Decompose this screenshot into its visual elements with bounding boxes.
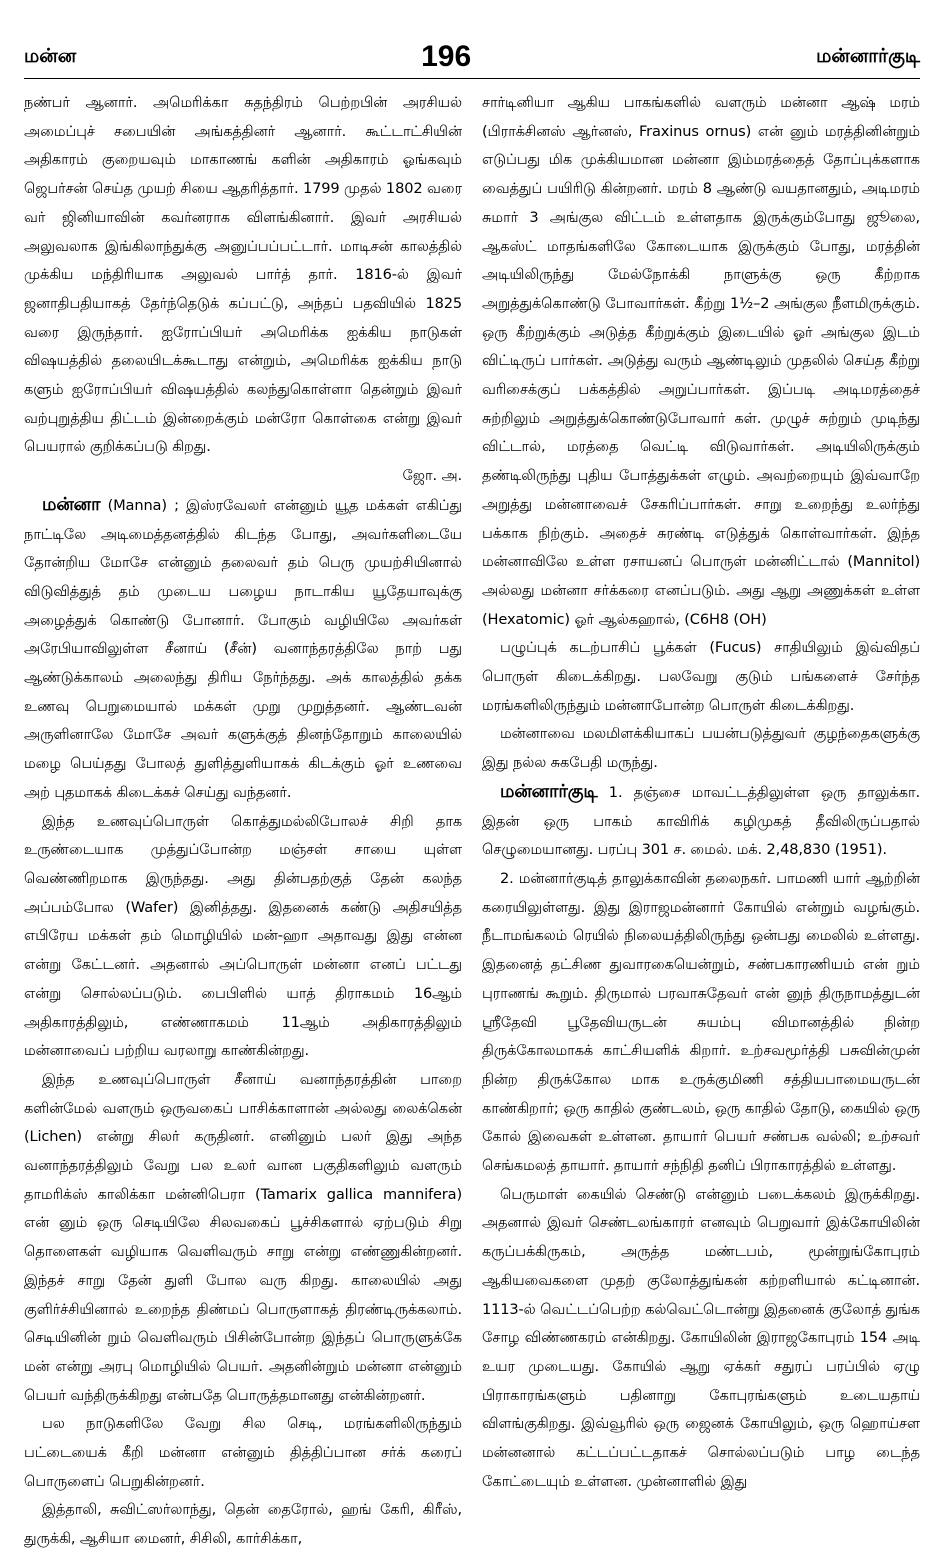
paragraph-text: இந்த உணவுப்பொருள் சீனாய் வனாந்தரத்தின் பாறை களின்மேல் வளரும் ஒருவகைப் பாசிக்காளான் அல்லது லைக்கென் (Lichen) என்று சிலர் கருதினர். எனினும் பலர் இது அந்த வனாந்தரத்திலும் வேறு பல உலர் வான பகுதிகளிலும் வளரும் தாமரிக்ஸ் காலிக்கா மன்னிபெரா (Tamarix gallica mannifera) என் னும் ஒரு செடியிலே சிலவகைப் பூச்சிகளால் ஏற்படும் சிறு தொளைகள் வழியாக வெளிவரும் சாறு என்று எண்ணுகின்றனர். இந்தச் சாறு தேன் துளி போல வரு கிறது. காலையில் அது குளிர்ச்சியினால் உறைந்த திண்மப் பொருளாகத் திரண்டிருக்கலாம். செடியினின் றும் வெளிவரும் பிசின்போன்ற இந்தப் பொருளுக்கே மன் என்று அரபு மொழியில் பெயர். அதனின்றும் மன்னா என்னும் பெயர் வந்திருக்கிறது என்பதே பொருத்தமானது என்கின்றனர். <box>24 1070 462 1404</box>
paragraph-text: பல நாடுகளிலே வேறு சில செடி, மரங்களிலிருந்தும் பட்டையைக் கீறி மன்னா என்னும் தித்திப்பான சர்க் கரைப் பொருளைப் பெறுகின்றனர். <box>24 1415 462 1490</box>
paragraph <box>482 720 920 777</box>
paragraph-text: ஜோ. அ. <box>402 467 462 485</box>
paragraph <box>482 778 920 865</box>
paragraph <box>24 808 462 1066</box>
paragraph <box>482 1181 920 1497</box>
paragraph <box>24 1066 462 1410</box>
paragraph-text: நண்பர் ஆனார். அமெரிக்கா சுதந்திரம் பெற்றபின் அரசியல் அமைப்புச் சபையின் அங்கத்தினர் ஆனார். கூட்டாட்சியின் அதிகாரம் குறையவும் மாகாணங் களின் அதிகாரம் ஓங்கவும் ஜெபர்சன் செய்த முயற் சியை ஆதரித்தார். 1799 முதல் 1802 வரை வர் ஜினியாவின் கவர்னராக விளங்கினார். இவர் அரசியல் அலுவலாக இங்கிலாந்துக்கு அனுப்பப்பட்டார். மாடிசன் காலத்தில் முக்கிய மந்திரியாக அலுவல் பார்த் தார். 1816-ல் இவர் ஜனாதிபதியாகத் தேர்ந்தெடுக் கப்பட்டு, அந்தப் பதவியில் 1825 வரை இருந்தார். ஐரோப்பியர் அமெரிக்க ஐக்கிய நாடுகள் விஷயத்தில் தலையிடக்கூடாது என்றும், அமெரிக்க ஐக்கிய நாடு களும் ஐரோப்பியர் விஷயத்தில் கலந்துகொள்ளா தென்றும் இவர் வற்புறுத்திய திட்டம் இன்றைக்கும் மன்ரோ கொள்கை என்று இவர் பெயரால் குறிக்கப்படு கிறது. <box>24 94 462 456</box>
paragraph-text: பெருமாள் கையில் செண்டு என்னும் படைக்கலம் இருக்கிறது. அதனால் இவர் செண்டலங்காரர் எனவும் பெறுவார் இக்கோயிலின் கருப்பக்கிருகம், அருத்த மண்டபம், மூன்றுங்கோபுரம் ஆகியவைகளை முதற் குலோத்துங்கன் கற்றளியால் கட்டினான். 1113-ல் வெட்டப்பெற்ற கல்வெட்டொன்று இதனைக் குலோத் துங்க சோழ விண்ணகரம் என்கிறது. கோயிலின் இராஜகோபுரம் 154 அடி உயர முடையது. கோயில் ஆறு ஏக்கர் சதுரப் பரப்பில் ஏழு பிராகாரங்களும் பதினாறு கோபுரங்களும் உடையதாய் விளங்குகிறது. இவ்வூரில் ஒரு ஜைனக் கோயிலும், ஒரு ஹொய்சள மன்னனால் கட்டப்பட்டதாகச் சொல்லப்படும் பாழ டைந்த கோட்டையும் உள்ளன. முன்னாளில் இது <box>482 1185 920 1490</box>
header-right-word: மன்னார்குடி <box>816 45 920 67</box>
paragraph <box>482 865 920 1181</box>
paragraph-text: (Manna) ; இஸ்ரவேலர் என்னும் யூத மக்கள் எகிப்து நாட்டிலே அடிமைத்தனத்தில் கிடந்த போது, அவர்களிடையே தோன்றிய மோசே என்னும் தலைவர் தம் பெரு முயற்சியினால் விடுவித்துத் தம் முடைய பழைய நாடாகிய யூதேயாவுக்கு அழைத்துக் கொண்டு போனார். போகும் வழியிலே அவர்கள் அரேபியாவிலுள்ள சீனாய் (சீன்) வனாந்தரத்திலே நாற் பது ஆண்டுக்காலம் அலைந்து திரிய நேர்ந்தது. அக் காலத்தில் தக்க உணவு பெறுமையால் மக்கள் முறு முறுத்தனர். ஆண்டவன் அருளினாலே மோசே அவர் களுக்குத் தினந்தோறும் காலையில் மழை பெய்தது போலத் துளித்துளியாகக் கிடக்கும் ஓர் உணவை அற் புதமாகக் கிடைக்கச் செய்து வந்தனர். <box>24 496 462 801</box>
paragraph-text: சார்டினியா ஆகிய பாகங்களில் வளரும் மன்னா ஆஷ் மரம் (பிராக்சினஸ் ஆர்னஸ், Fraxinus ornus) என் னும் மரத்தினின்றும் எடுப்பது மிக முக்கியமான மன்னா இம்மரத்தைத் தோப்புக்களாக வைத்துப் பயிரிடு கின்றனர். மரம் 8 ஆண்டு வயதானதும், அடிமரம் சுமார் 3 அங்குல விட்டம் உள்ளதாக இருக்கும்போது ஜூலை, ஆகஸ்ட் மாதங்களிலே கோடையாக இருக்கும் போது, மரத்தின் அடியிலிருந்து மேல்நோக்கி நாளுக்கு ஒரு கீற்றாக அறுத்துக்கொண்டு போவார்கள். கீற்று 1½–2 அங்குல நீளமிருக்கும். ஒரு கீற்றுக்கும் அடுத்த கீற்றுக்கும் இடையில் ஓர் அங்குல இடம் விட்டிருப் பார்கள். அடுத்து வரும் ஆண்டிலும் முதலில் செய்த கீற்று வரிசைக்குப் பக்கத்தில் அறுப்பார்கள். இப்படி அடிமரத்தைச் சுற்றிலும் அறுத்துக்கொண்டுபோவார் கள். முழுச் சுற்றும் முடிந்து விட்டால், மரத்தை வெட்டி விடுவார்கள். அடியிலிருக்கும் தண்டிலிருந்து புதிய போத்துக்கள் எழும். அவற்றையும் இவ்வாறே அறுத்து மன்னாவைச் சேகரிப்பார்கள். சாறு உறைந்து உலர்ந்து பக்காக நிற்கும். அதைச் சுரண்டி எடுத்துக் கொள்வார்கள். இந்த மன்னாவிலே உள்ள ரசாயனப் பொருள் மன்னிட்டால் (Mannitol) அல்லது மன்னா சர்க்கரை எனப்படும். அது ஆறு அணுக்கள் உள்ள (Hexatomic) ஓர் ஆல்கஹால், (C6H8 (OH) <box>482 94 920 628</box>
header-left-word: மன்ன <box>24 45 77 67</box>
paragraph <box>24 89 462 462</box>
paragraph-text: 1. தஞ்சை மாவட்டத்திலுள்ள ஒரு தாலுக்கா. இதன் ஒரு பாகம் காவிரிக் கழிமுகத் தீவிலிருப்பதால் செழுமையானது. பரப்பு 301 ச. மைல். மக். 2,48,830 (1951). <box>482 783 920 859</box>
page-number: 196 <box>421 40 472 73</box>
paragraph <box>24 491 462 808</box>
text-columns <box>24 79 920 1548</box>
paragraph-text: இத்தாலி, சுவிட்ஸர்லாந்து, தென் தைரோல், ஹங் கேரி, கிரீஸ், துருக்கி, ஆசியா மைனர், சிசிலி, கார்சிக்கா, <box>24 1501 462 1548</box>
page-header <box>24 22 920 79</box>
entry-headword: மன்னார்குடி <box>500 780 598 802</box>
paragraph <box>482 89 920 634</box>
entry-headword: மன்னா <box>42 493 101 515</box>
left-column <box>24 89 462 1548</box>
paragraph <box>24 1410 462 1496</box>
paragraph-text: 2. மன்னார்குடித் தாலுக்காவின் தலைநகர். பாமணி யார் ஆற்றின் கரையிலுள்ளது. இது இராஜமன்னார் கோயில் என்றும் வழங்கும். நீடாமங்கலம் ரெயில் நிலையத்திலிருந்து ஒன்பது மைலில் உள்ளது. இதனைத் தட்சிண துவாரகையென்றும், சண்பகாரணியம் என் றும் புராணங் கூறும். திருமால் பரவாசுதேவர் என் னுந் திருநாமத்துடன் ஸ்ரீதேவி பூதேவியருடன் சுயம்பு விமானத்தில் நின்ற திருக்கோலமாகக் காட்சியளிக் கிறார். உற்சவமூர்த்தி பசுவின்முன் நின்ற திருக்கோல மாக உருக்குமிணி சத்தியபாமையருடன் காண்கிறார்; ஒரு காதில் குண்டலம், ஒரு காதில் தோடு, கையில் ஒரு கோல் இவைகள் உள்ளன. தாயார் பெயர் சண்பக வல்லி; உற்சவர் செங்கமலத் தாயார். தாயார் சந்நிதி தனிப் பிராகாரத்தில் உள்ளது. <box>482 869 920 1175</box>
paragraph <box>24 462 462 491</box>
paragraph-text: பழுப்புக் கடற்பாசிப் பூக்கள் (Fucus) சாதியிலும் இவ்விதப் பொருள் கிடைக்கிறது. பலவேறு குடும் பங்களைச் சேர்ந்த மரங்களிலிருந்தும் மன்னாபோன்ற பொருள் கிடைக்கிறது. <box>482 639 920 714</box>
paragraph <box>24 1496 462 1553</box>
right-column <box>482 89 920 1490</box>
paragraph-text: இந்த உணவுப்பொருள் கொத்துமல்லிபோலச் சிறி தாக உருண்டையாக முத்துப்போன்ற மஞ்சள் சாயை யுள்ள வெண்ணிறமாக இருந்தது. அது தின்பதற்குத் தேன் கலந்த அப்பம்போல (Wafer) இனித்தது. இதனைக் கண்டு அதிசயித்த எபிரேய மக்கள் தம் மொழியில் மன்-ஹா அதாவது இது என்ன என்று கேட்டனர். அதனால் அப்பொருள் மன்னா எனப் பட்டது என்று சொல்லப்படும். பைபிளில் யாத் திராகமம் 16ஆம் அதிகாரத்திலும், எண்ணாகமம் 11ஆம் அதிகாரத்திலும் மன்னாவைப் பற்றிய வரலாறு காண்கின்றது. <box>24 812 462 1060</box>
paragraph <box>482 634 920 720</box>
paragraph-text: மன்னாவை மலமிளக்கியாகப் பயன்படுத்துவர் குழந்தைகளுக்கு இது நல்ல சுகபேதி மருந்து. <box>482 725 920 772</box>
